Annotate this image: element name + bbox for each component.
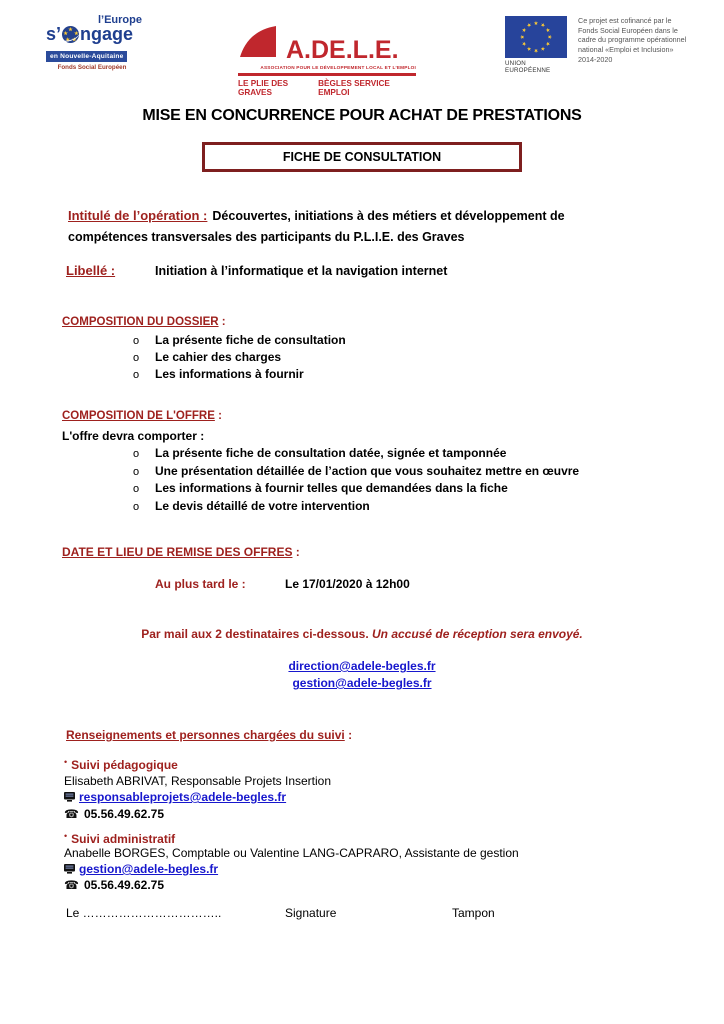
star-icon: ★ — [520, 39, 529, 48]
offre-item: Les informations à fournir telles que demandées dans la fiche — [155, 481, 508, 495]
remise-heading-text: DATE ET LIEU DE REMISE DES OFFRES — [62, 545, 293, 559]
adele-name: A.DE.L.E. — [286, 36, 399, 64]
offre-heading-text: COMPOSITION DE L'OFFRE — [62, 410, 215, 422]
consultation-box-label: FICHE DE CONSULTATION — [282, 150, 442, 164]
dossier-heading-text: COMPOSITION DU DOSSIER — [62, 316, 219, 328]
list-item — [133, 350, 281, 364]
adele-fin-icon — [238, 24, 278, 63]
contact-person: Elisabeth ABRIVAT, Responsable Projets Insertion — [64, 774, 332, 788]
list-item — [133, 481, 508, 495]
adele-subtitle: ASSOCIATION POUR LE DÉVELOPPEMENT LOCAL ET L’EMPLOI — [260, 65, 416, 70]
offre-heading — [62, 410, 222, 422]
star-icon: ★ — [533, 21, 539, 27]
contact-email-link[interactable]: gestion@adele-begles.fr — [79, 862, 219, 876]
dossier-item: Le cahier des charges — [155, 350, 282, 364]
offre-item: Le devis détaillé de votre intervention — [155, 499, 370, 513]
dossier-heading — [62, 316, 226, 328]
email-line — [0, 659, 724, 673]
star-icon: ★ — [533, 47, 539, 53]
star-icon: ★ — [64, 34, 72, 43]
circle-bullet-icon: o — [133, 466, 140, 478]
signature-label: Signature — [285, 906, 337, 920]
europe-sengage-logo — [46, 14, 156, 71]
gestion-email-link[interactable]: gestion@adele-begles.fr — [292, 676, 432, 690]
stars-circle-icon — [62, 26, 79, 43]
star-icon: ★ — [525, 21, 534, 30]
swoosh-icon — [58, 26, 82, 44]
logo-ngage-suffix: ngage — [80, 24, 134, 44]
logo-engage-text — [46, 24, 156, 45]
logo-europe-text: l’Europe — [97, 14, 142, 26]
logo-fund-caption: Fonds Social Européen — [57, 64, 127, 71]
star-icon: ★ — [520, 26, 529, 35]
eu-cofinancing-text: Ce projet est cofinancé par le Fonds Social Européen dans le cadre du programme opérationnel national «Emploi et Inclusion» 2014-2020 — [578, 16, 687, 64]
email-line — [0, 676, 724, 690]
contact-email-link[interactable]: responsableprojets@adele-begles.fr — [79, 790, 287, 804]
circle-bullet-icon: o — [133, 483, 140, 495]
computer-icon — [64, 791, 75, 805]
eu-flag-icon — [505, 16, 567, 58]
star-icon: ★ — [69, 34, 78, 43]
star-icon: ★ — [520, 34, 526, 40]
list-item — [133, 499, 370, 513]
offre-item: La présente fiche de consultation datée, signée et tamponnée — [155, 446, 507, 460]
contact-phone-row — [64, 878, 164, 892]
contacts-heading-colon: : — [344, 728, 353, 742]
eu-cofinancing-block — [505, 16, 692, 74]
star-icon: ★ — [543, 26, 552, 35]
mail-note-text: Par mail aux 2 destinataires ci-dessous. — [141, 627, 372, 641]
dossier-item: Les informations à fournir — [155, 367, 304, 381]
adele-plie-label: LE PLIE DES GRAVES — [238, 78, 289, 97]
stamp-label: Tampon — [452, 906, 495, 920]
star-icon: ★ — [538, 44, 547, 53]
mail-note — [0, 627, 724, 641]
circle-bullet-icon: o — [133, 501, 140, 513]
star-icon: ★ — [62, 29, 70, 37]
mail-note-italic: Un accusé de réception sera envoyé. — [372, 627, 583, 641]
dossier-heading-colon: : — [218, 316, 226, 328]
star-icon: ★ — [525, 44, 534, 53]
direction-email-link[interactable]: direction@adele-begles.fr — [288, 659, 436, 673]
adele-logo — [238, 24, 416, 97]
eu-flag-caption: UNION EUROPÉENNE — [505, 60, 551, 74]
list-item — [133, 464, 579, 478]
contact-email-row — [64, 862, 218, 877]
star-icon: ★ — [538, 21, 547, 30]
phone-number: 05.56.49.62.75 — [83, 807, 165, 821]
contact-email-row — [64, 790, 286, 805]
contact-role — [64, 757, 178, 772]
role-label: Suivi administratif — [71, 832, 176, 846]
circle-bullet-icon: o — [133, 369, 140, 381]
star-icon: ★ — [546, 34, 552, 40]
operation-label: Intitulé de l’opération : — [68, 208, 208, 223]
logo-s-prefix: s’ — [46, 24, 62, 44]
circle-bullet-icon: o — [133, 335, 140, 347]
phone-icon: ☎ — [64, 807, 79, 821]
list-item — [133, 333, 346, 347]
contacts-heading — [66, 728, 352, 742]
list-item — [133, 367, 304, 381]
page-title: MISE EN CONCURRENCE POUR ACHAT DE PRESTATIONS — [142, 107, 582, 124]
star-icon: ★ — [71, 29, 79, 37]
offre-heading-colon: : — [214, 410, 222, 422]
remise-heading-colon: : — [292, 545, 300, 559]
red-bullet-icon: • — [64, 831, 68, 841]
circle-bullet-icon: o — [133, 352, 140, 364]
list-item — [133, 446, 506, 460]
star-icon: ★ — [68, 26, 73, 33]
star-icon: ★ — [543, 39, 552, 48]
role-label: Suivi pédagogique — [71, 758, 178, 772]
consultation-box — [202, 142, 522, 172]
adele-begles-label: BÈGLES SERVICE EMPLOI — [318, 78, 390, 97]
operation-value: Découvertes, initiations à des métiers et développement de compétences transversales des participants du P.L.I.E. des Graves — [68, 209, 565, 244]
phone-number: 05.56.49.62.75 — [83, 878, 165, 892]
contact-phone-row — [64, 807, 164, 821]
libelle-label: Libellé : — [66, 263, 116, 278]
circle-bullet-icon: o — [133, 448, 140, 460]
date-line: Le …………………………….. — [66, 906, 222, 920]
offre-item: Une présentation détaillée de l’action que vous souhaitez mettre en œuvre — [155, 464, 580, 478]
dossier-item: La présente fiche de consultation — [155, 333, 346, 347]
adele-divider — [238, 73, 416, 76]
libelle-value: Initiation à l’informatique et la navigation internet — [155, 264, 448, 278]
computer-icon — [64, 863, 75, 877]
remise-heading — [62, 545, 300, 559]
deadline-label: Au plus tard le : — [155, 577, 246, 591]
deadline-value: Le 17/01/2020 à 12h00 — [285, 577, 410, 591]
phone-icon: ☎ — [64, 878, 79, 892]
red-bullet-icon: • — [64, 757, 68, 767]
contact-person: Anabelle BORGES, Comptable ou Valentine LANG-CAPRARO, Assistante de gestion — [64, 846, 519, 860]
offre-intro: L'offre devra comporter : — [62, 429, 205, 443]
logo-region-banner: en Nouvelle-Aquitaine — [46, 51, 127, 62]
contacts-heading-text: Renseignements et personnes chargées du suivi — [66, 728, 345, 742]
contact-role — [64, 831, 175, 846]
operation-paragraph — [68, 205, 616, 248]
